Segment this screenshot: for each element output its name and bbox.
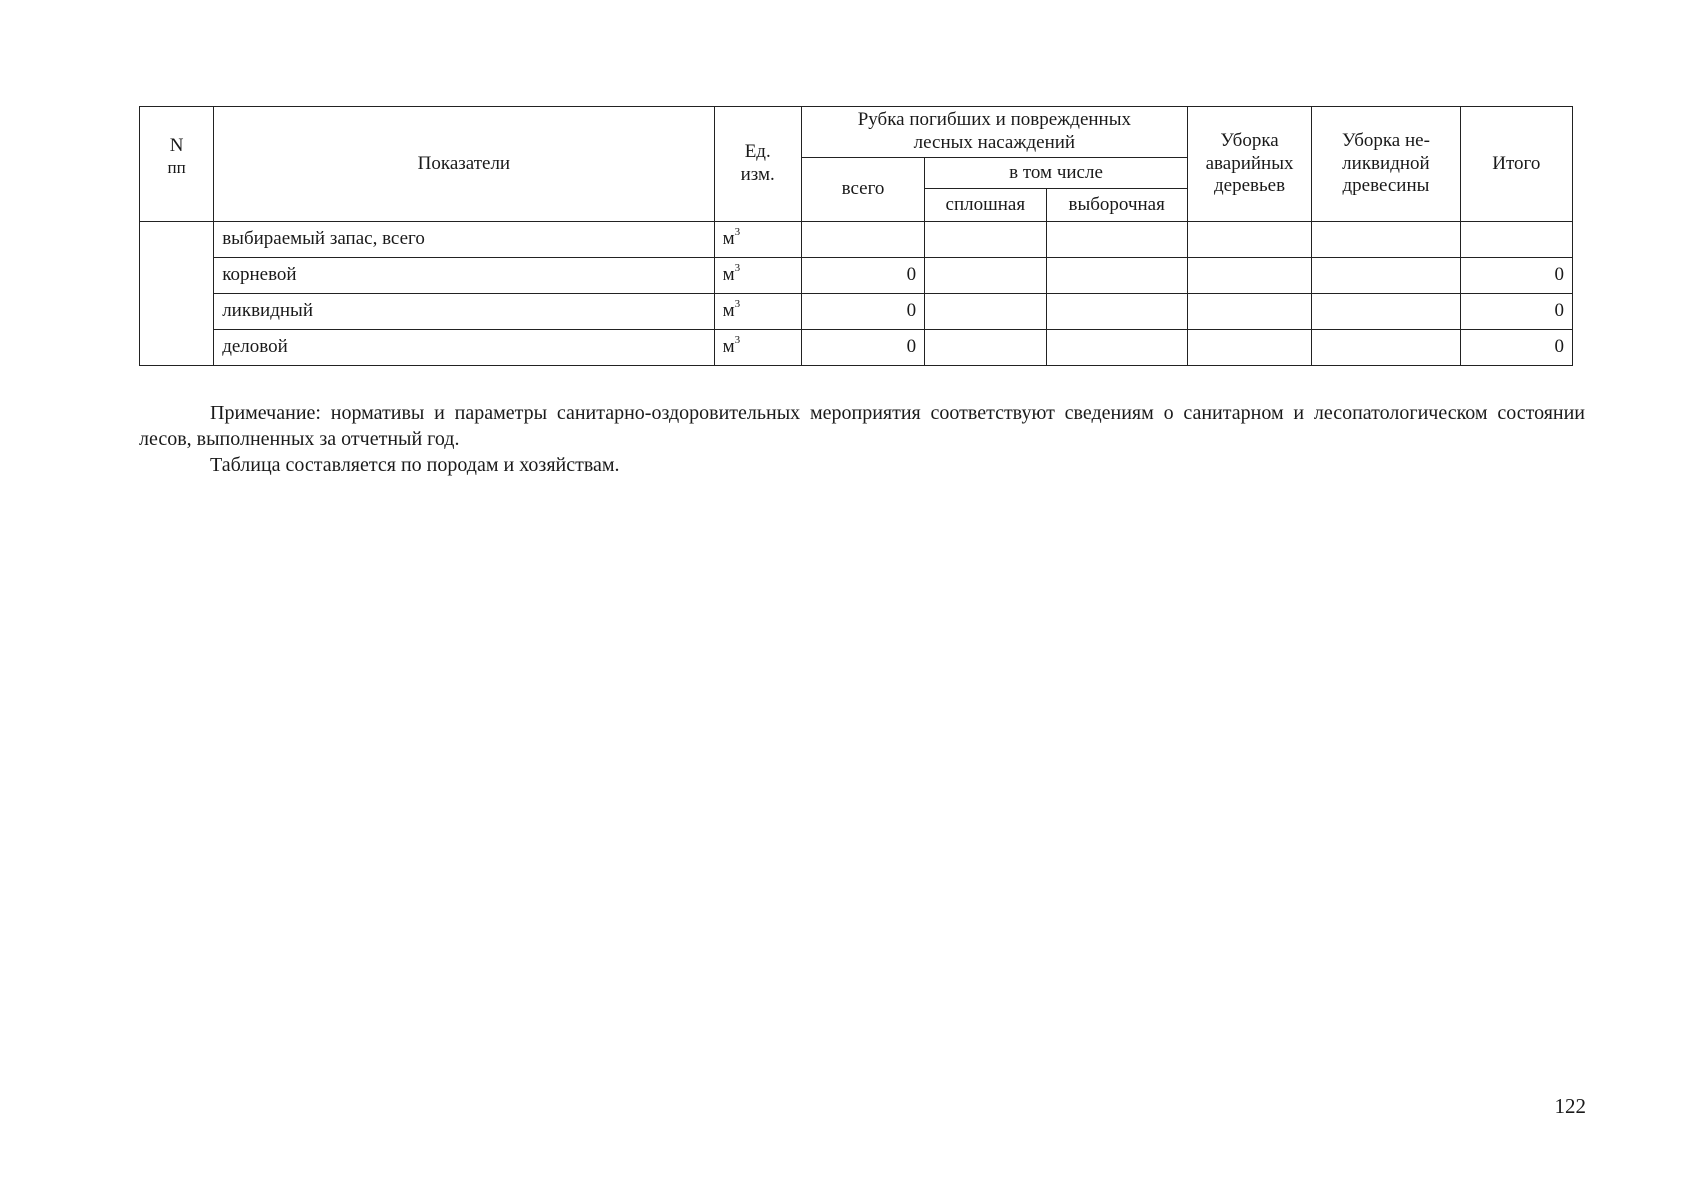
cell-emergency — [1187, 330, 1311, 366]
unit-sup: 3 — [734, 262, 741, 275]
header-unit — [714, 107, 801, 222]
header-including-label: в том числе — [1009, 161, 1103, 183]
row-label: выбираемый запас, всего — [214, 222, 714, 258]
header-total-label: Итого — [1492, 152, 1541, 174]
header-emergency-line1: Уборка — [1220, 129, 1279, 151]
cell-all: 0 — [801, 294, 924, 330]
header-selective — [1046, 189, 1187, 222]
cell-emergency — [1187, 222, 1311, 258]
cell-solid — [925, 330, 1046, 366]
header-indicators-label: Показатели — [417, 152, 511, 174]
cell-emergency — [1187, 294, 1311, 330]
header-felling — [801, 107, 1187, 158]
note-paragraph: Примечание: нормативы и параметры санитарно-оздоровительных мероприятия соответствуют сведениям о санитарном и лесопатологическом состоянии лесов, выполненных за отчетный год. — [139, 402, 1585, 450]
cell-selective — [1046, 258, 1187, 294]
header-n — [140, 107, 214, 222]
header-all-label: всего — [841, 178, 885, 200]
row-unit — [714, 222, 801, 258]
cell-n — [140, 222, 214, 366]
header-solid — [925, 189, 1046, 222]
unit-sup: 3 — [734, 298, 741, 311]
unit-sup: 3 — [734, 226, 741, 239]
cell-illiquid — [1312, 330, 1460, 366]
header-unit-line1: Ед. — [744, 141, 771, 163]
header-selective-label: выборочная — [1068, 193, 1165, 215]
unit-text: м — [722, 336, 735, 358]
row-label: корневой — [214, 258, 714, 294]
header-n-label: N — [169, 135, 184, 156]
row-unit — [714, 294, 801, 330]
note-paragraph: Таблица составляется по породам и хозяйствам. — [210, 454, 620, 476]
cell-illiquid — [1312, 258, 1460, 294]
unit-text: м — [722, 228, 735, 250]
note-block — [139, 400, 1585, 478]
cell-emergency — [1187, 258, 1311, 294]
row-label: ликвидный — [214, 294, 714, 330]
header-illiquid-line3: древесины — [1342, 175, 1430, 197]
cell-illiquid — [1312, 222, 1460, 258]
felling-report-table — [139, 106, 1573, 366]
header-all — [801, 158, 924, 222]
table-row — [140, 330, 1573, 366]
cell-solid — [925, 294, 1046, 330]
header-row — [140, 107, 1573, 158]
cell-solid — [925, 222, 1046, 258]
cell-illiquid — [1312, 294, 1460, 330]
cell-total — [1460, 222, 1572, 258]
cell-all — [801, 222, 924, 258]
header-emergency — [1187, 107, 1311, 222]
cell-total: 0 — [1460, 294, 1572, 330]
cell-total: 0 — [1460, 258, 1572, 294]
cell-all: 0 — [801, 330, 924, 366]
header-including — [925, 158, 1188, 189]
table-row — [140, 222, 1573, 258]
row-unit — [714, 330, 801, 366]
table-row — [140, 294, 1573, 330]
header-emergency-line2: аварийных — [1205, 152, 1294, 174]
cell-solid — [925, 258, 1046, 294]
cell-total: 0 — [1460, 330, 1572, 366]
cell-selective — [1046, 294, 1187, 330]
header-illiquid-line1: Уборка не- — [1341, 129, 1430, 151]
header-felling-line2: лесных насаждений — [913, 132, 1076, 153]
unit-sup: 3 — [734, 334, 741, 347]
header-illiquid-line2: ликвидной — [1342, 152, 1430, 174]
header-solid-label: сплошная — [945, 193, 1026, 215]
header-unit-line2: изм. — [740, 164, 775, 185]
unit-text: м — [722, 300, 735, 322]
unit-text: м — [722, 264, 735, 286]
cell-all: 0 — [801, 258, 924, 294]
header-n-sub: пп — [167, 157, 186, 177]
header-total — [1460, 107, 1572, 222]
header-illiquid — [1312, 107, 1460, 222]
header-emergency-line3: деревьев — [1214, 175, 1286, 197]
header-felling-line1: Рубка погибших и поврежденных — [857, 109, 1131, 131]
row-unit — [714, 258, 801, 294]
header-indicators — [214, 107, 714, 222]
row-label: деловой — [214, 330, 714, 366]
table-row — [140, 258, 1573, 294]
page-number: 122 — [1554, 1094, 1586, 1118]
cell-selective — [1046, 222, 1187, 258]
cell-selective — [1046, 330, 1187, 366]
